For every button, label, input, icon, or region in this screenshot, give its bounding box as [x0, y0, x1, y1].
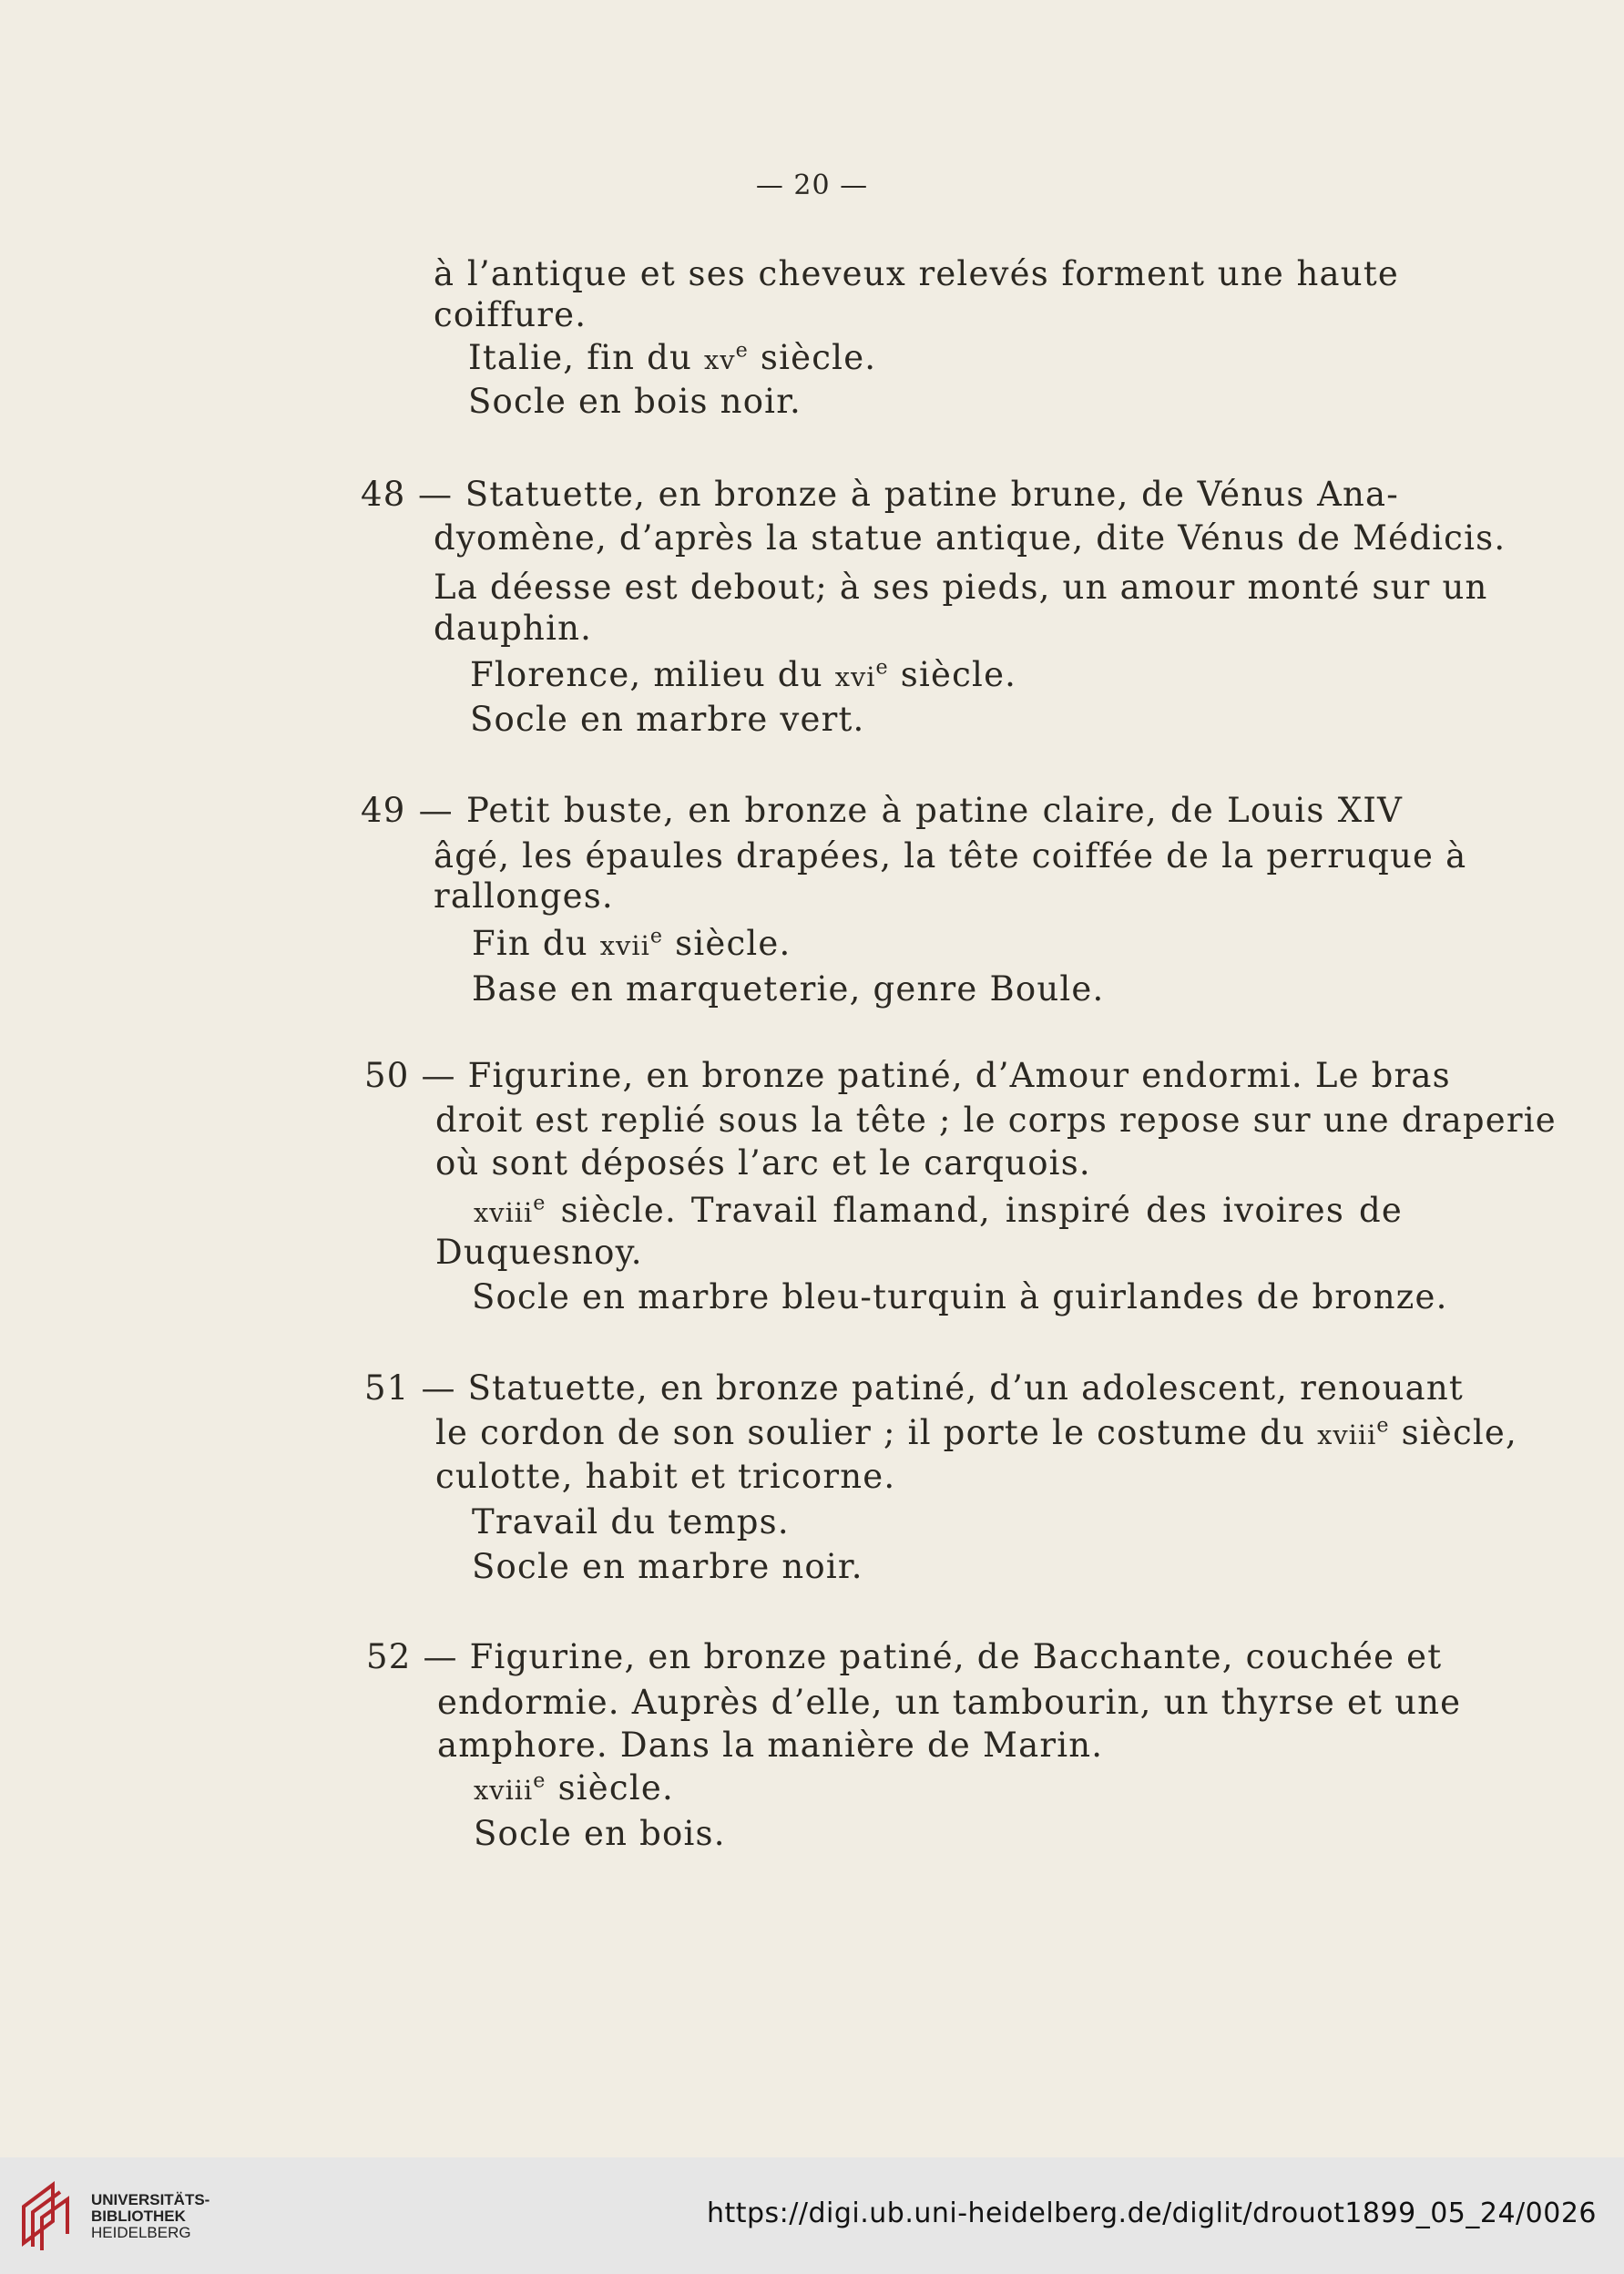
entry-48-line: dyomène, d’après la statue antique, dite Vénus de Médicis.: [434, 518, 1507, 558]
entry-49-line: Base en marqueterie, genre Boule.: [472, 969, 1105, 1009]
library-logo-icon: [16, 2179, 89, 2252]
library-footer: [0, 2157, 1624, 2274]
entry-49-line: rallonges.: [434, 876, 614, 916]
entry-50-line: 50 — Figurine, en bronze patiné, d’Amour endormi. Le bras: [364, 1056, 1451, 1095]
text-line: coiffure.: [434, 295, 587, 334]
entry-52-line: Socle en bois.: [474, 1814, 726, 1853]
entry-52-line: xviii$^e$ siècle.: [474, 1768, 674, 1808]
entry-51-line: Socle en marbre noir.: [472, 1547, 863, 1586]
entry-52-line: 52 — Figurine, en bronze patiné, de Bacchante, couchée et: [366, 1637, 1443, 1676]
entry-49-line: Fin du xvii$^e$ siècle.: [472, 924, 792, 963]
text-line: à l’antique et ses cheveux relevés forment une haute: [434, 254, 1399, 293]
entry-48-line: La déesse est debout; à ses pieds, un amour monté sur un: [434, 568, 1488, 607]
text-line: Italie, fin du $xv^e$ siècle.: [468, 338, 877, 377]
entry-49-line: 49 — Petit buste, en bronze à patine claire, de Louis XIV: [361, 791, 1403, 830]
entry-48-line: dauphin.: [434, 609, 593, 648]
page-number: — 20 —: [755, 169, 869, 201]
entry-52-line: amphore. Dans la manière de Marin.: [437, 1726, 1104, 1765]
library-name: UNIVERSITÄTS- BIBLIOTHEK HEIDELBERG: [91, 2191, 210, 2241]
entry-50-line: Duquesnoy.: [435, 1233, 643, 1272]
entry-48-line: Florence, milieu du xvi$^e$ siècle.: [470, 655, 1017, 694]
entry-50-line: xviii$^e$ siècle. Travail flamand, inspiré des ivoires de: [474, 1191, 1403, 1230]
entry-48-line: 48 — Statuette, en bronze à patine brune, de Vénus Ana-: [361, 475, 1399, 514]
permalink-url[interactable]: https://digi.ub.uni-heidelberg.de/diglit/drouot1899_05_24/0026: [706, 2197, 1597, 2229]
entry-50-line: Socle en marbre bleu-turquin à guirlandes de bronze.: [472, 1277, 1448, 1316]
entry-50-line: droit est replié sous la tête ; le corps repose sur une draperie: [435, 1101, 1557, 1140]
entry-48-line: Socle en marbre vert.: [470, 700, 865, 739]
entry-51-line: Travail du temps.: [472, 1502, 790, 1542]
text-line: Socle en bois noir.: [468, 382, 802, 421]
entry-51-line: culotte, habit et tricorne.: [435, 1457, 896, 1496]
entry-51-line: le cordon de son soulier ; il porte le costume du xviii$^e$ siècle,: [435, 1413, 1517, 1452]
entry-50-line: où sont déposés l’arc et le carquois.: [435, 1143, 1091, 1183]
entry-51-line: 51 — Statuette, en bronze patiné, d’un adolescent, renouant: [364, 1368, 1464, 1408]
entry-52-line: endormie. Auprès d’elle, un tambourin, un thyrse et une: [437, 1683, 1462, 1722]
entry-49-line: âgé, les épaules drapées, la tête coiffée de la perruque à: [434, 836, 1467, 876]
